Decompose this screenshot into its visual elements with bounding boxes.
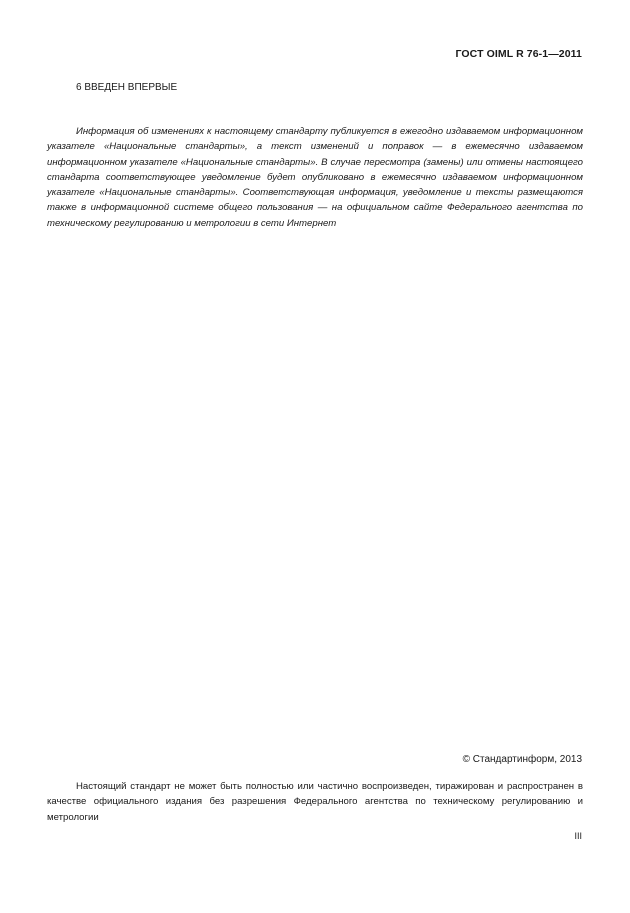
item-6-introduced-first-time: 6 ВВЕДЕН ВПЕРВЫЕ bbox=[76, 82, 178, 93]
reproduction-restriction-paragraph: Настоящий стандарт не может быть полностью или частично воспроизведен, тиражирован и распространен в качестве официального издания без разрешения Федерального агентства по техническому регулированию и метрологии bbox=[47, 781, 583, 823]
amendments-information-paragraph: Информация об изменениях к настоящему стандарту публикуется в ежегодно издаваемом информационном указателе «Национальные стандарты», а текст изменений и поправок — в ежемесячно издаваемом информационном указателе «Национальные стандарты». В случае пересмотра (замены) или отмены настоящего стандарта соответствующее уведомление будет опубликовано в ежемесячно издаваемом информационном указателе «Национальные стандарты». Соответствующая информация, уведомление и тексты размещаются также в информационной системе общего пользования — на официальном сайте Федерального агентства по техническому регулированию и метрологии в сети Интернет bbox=[47, 126, 583, 229]
page-number: III bbox=[574, 831, 582, 841]
standard-designation: ГОСТ OIML R 76-1—2011 bbox=[455, 48, 582, 60]
copyright-notice: © Стандартинформ, 2013 bbox=[462, 754, 582, 765]
